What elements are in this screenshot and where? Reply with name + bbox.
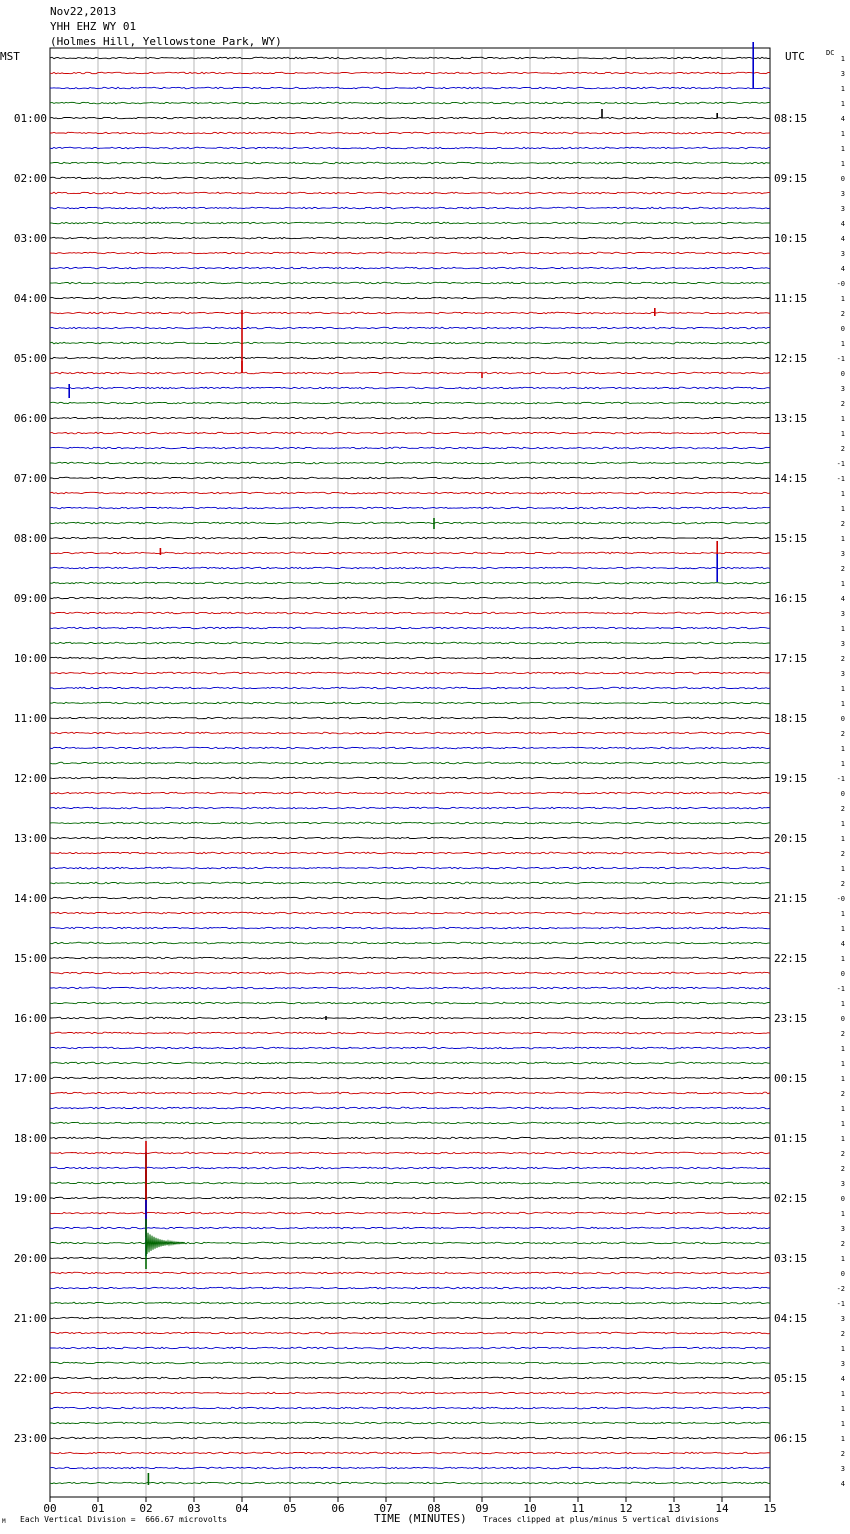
dc-offset-label: 2 xyxy=(840,520,845,528)
trace-row xyxy=(50,297,770,299)
trace-row xyxy=(50,117,770,119)
dc-offset-label: 4 xyxy=(840,1480,845,1488)
dc-offset-label: 0 xyxy=(840,715,845,723)
trace-row xyxy=(50,1092,770,1094)
trace-row xyxy=(50,177,770,179)
x-tick-label: 09 xyxy=(475,1502,489,1515)
left-hour-label: 06:00 xyxy=(13,412,47,425)
dc-offset-label: 1 xyxy=(840,700,845,708)
dc-offset-label: 1 xyxy=(840,1210,845,1218)
dc-offset-label: 2 xyxy=(840,730,845,738)
trace-row xyxy=(50,762,770,764)
left-hour-label: 12:00 xyxy=(13,772,47,785)
dc-offset-label: 2 xyxy=(840,1150,845,1158)
right-zone-label: UTC xyxy=(785,50,805,63)
trace-row xyxy=(50,1197,770,1199)
trace-row xyxy=(50,147,770,149)
dc-offset-label: 2 xyxy=(840,880,845,888)
trace-row xyxy=(50,822,770,824)
trace-row xyxy=(50,267,770,269)
trace-row xyxy=(50,837,770,839)
trace-row xyxy=(50,462,770,464)
dc-offset-label: 1 xyxy=(840,1390,845,1398)
dc-offset-label: -2 xyxy=(836,1285,845,1293)
trace-row xyxy=(50,1107,770,1109)
left-hour-label: 16:00 xyxy=(13,1012,47,1025)
trace-row xyxy=(50,87,770,89)
trace-row xyxy=(50,1077,770,1079)
right-hour-label: 11:15 xyxy=(774,292,808,305)
right-hour-label: 06:15 xyxy=(774,1432,808,1445)
x-tick-label: 13 xyxy=(667,1502,681,1515)
right-hour-label: 12:15 xyxy=(774,352,808,365)
dc-offset-label: 0 xyxy=(840,1015,845,1023)
dc-offset-label: 1 xyxy=(840,1135,845,1143)
dc-offset-label: 0 xyxy=(840,370,845,378)
right-hour-label: 13:15 xyxy=(774,412,808,425)
dc-offset-label: 1 xyxy=(840,1345,845,1353)
trace-row xyxy=(50,1332,770,1334)
dc-offset-label: 4 xyxy=(840,595,845,603)
dc-offset-label: 2 xyxy=(840,655,845,663)
right-hour-label: 19:15 xyxy=(774,772,808,785)
trace-row xyxy=(50,207,770,209)
left-hour-label: 02:00 xyxy=(13,172,47,185)
trace-row xyxy=(50,1482,770,1484)
trace-row xyxy=(50,537,770,539)
trace-row xyxy=(50,807,770,809)
left-zone-label: MST xyxy=(0,50,20,63)
trace-row xyxy=(50,897,770,899)
dc-offset-label: 3 xyxy=(840,1315,845,1323)
dc-offset-label: 1 xyxy=(840,955,845,963)
dc-offset-label: 1 xyxy=(840,685,845,693)
clip-note: Traces clipped at plus/minus 5 vertical divisions xyxy=(483,1515,720,1524)
dc-offset-label: 0 xyxy=(840,790,845,798)
trace-row xyxy=(50,1422,770,1424)
grid-lines xyxy=(50,48,770,1497)
right-hour-label: 16:15 xyxy=(774,592,808,605)
dc-offset-label: -1 xyxy=(836,985,845,993)
dc-offset-label: 3 xyxy=(840,250,845,258)
trace-row xyxy=(50,1032,770,1034)
dc-offset-label: 2 xyxy=(840,445,845,453)
left-hour-label: 21:00 xyxy=(13,1312,47,1325)
left-hour-label: 08:00 xyxy=(13,532,47,545)
dc-offset-label: 3 xyxy=(840,1465,845,1473)
x-tick-label: 03 xyxy=(187,1502,201,1515)
right-hour-label: 17:15 xyxy=(774,652,808,665)
dc-offset-label: 3 xyxy=(840,70,845,78)
x-tick-label: 04 xyxy=(235,1502,249,1515)
left-hour-label: 22:00 xyxy=(13,1372,47,1385)
right-hour-label: 14:15 xyxy=(774,472,808,485)
dc-offset-label: 1 xyxy=(840,925,845,933)
trace-row xyxy=(50,1062,770,1064)
dc-offset-label: 1 xyxy=(840,55,845,63)
dc-offset-label: 4 xyxy=(840,115,845,123)
dc-offset-label: 2 xyxy=(840,1450,845,1458)
trace-row xyxy=(50,522,770,524)
dc-offset-label: 1 xyxy=(840,835,845,843)
dc-offset-label: 1 xyxy=(840,1075,845,1083)
trace-row xyxy=(50,747,770,749)
trace-row xyxy=(50,957,770,959)
dc-offset-label: -0 xyxy=(836,280,845,288)
dc-offset-label: 2 xyxy=(840,1090,845,1098)
right-hour-label: 18:15 xyxy=(774,712,808,725)
trace-row xyxy=(50,612,770,614)
x-tick-label: 00 xyxy=(43,1502,57,1515)
trace-row xyxy=(50,597,770,599)
dc-offset-label: 3 xyxy=(840,385,845,393)
right-hour-label: 21:15 xyxy=(774,892,808,905)
dc-offset-label: 2 xyxy=(840,400,845,408)
trace-row xyxy=(50,1362,770,1364)
trace-row xyxy=(50,1002,770,1004)
trace-row xyxy=(50,552,770,554)
trace-row xyxy=(50,402,770,404)
trace-row xyxy=(50,507,770,509)
trace-row xyxy=(50,1317,770,1319)
dc-offset-label: -1 xyxy=(836,775,845,783)
trace-row xyxy=(50,792,770,794)
right-hour-label: 00:15 xyxy=(774,1072,808,1085)
dc-offset-label: -1 xyxy=(836,1300,845,1308)
trace-row xyxy=(50,1392,770,1394)
dc-offset-label: 3 xyxy=(840,670,845,678)
dc-offset-label: 1 xyxy=(840,1045,845,1053)
dc-offset-label: 4 xyxy=(840,1375,845,1383)
trace-row xyxy=(50,327,770,329)
trace-row xyxy=(50,582,770,584)
trace-row xyxy=(50,717,770,719)
left-hour-label: 14:00 xyxy=(13,892,47,905)
trace-row xyxy=(50,777,770,779)
dc-offset-label: 1 xyxy=(840,505,845,513)
trace-row xyxy=(50,72,770,74)
trace-row xyxy=(50,312,770,314)
dc-offset-label: 2 xyxy=(840,850,845,858)
right-hour-label: 09:15 xyxy=(774,172,808,185)
dc-offset-label: 1 xyxy=(840,760,845,768)
trace-row xyxy=(50,282,770,284)
trace-row xyxy=(50,447,770,449)
trace-row xyxy=(50,657,770,659)
dc-offset-label: -1 xyxy=(836,355,845,363)
station-label: YHH EHZ WY 01 xyxy=(50,20,137,33)
dc-offset-label: 1 xyxy=(840,160,845,168)
dc-offset-label: -1 xyxy=(836,475,845,483)
right-hour-label: 22:15 xyxy=(774,952,808,965)
left-hour-label: 09:00 xyxy=(13,592,47,605)
left-hour-label: 15:00 xyxy=(13,952,47,965)
dc-offset-label: 0 xyxy=(840,325,845,333)
dc-offset-label: 1 xyxy=(840,535,845,543)
left-hour-label: 19:00 xyxy=(13,1192,47,1205)
left-hour-label: 03:00 xyxy=(13,232,47,245)
left-hour-label: 05:00 xyxy=(13,352,47,365)
dc-offset-label: 1 xyxy=(840,490,845,498)
trace-row xyxy=(50,1257,770,1259)
dc-offset-label: 3 xyxy=(840,1225,845,1233)
trace-row xyxy=(50,1452,770,1454)
dc-offset-label: 1 xyxy=(840,1060,845,1068)
trace-row xyxy=(50,357,770,359)
dc-offset-label: 1 xyxy=(840,1420,845,1428)
trace-row xyxy=(50,252,770,254)
trace-row xyxy=(50,372,770,374)
x-tick-label: 05 xyxy=(283,1502,297,1515)
trace-row xyxy=(50,492,770,494)
dc-offset-label: 1 xyxy=(840,820,845,828)
x-tick-label: 08 xyxy=(427,1502,441,1515)
trace-row xyxy=(50,1137,770,1139)
dc-offset-label: 1 xyxy=(840,85,845,93)
trace-row xyxy=(50,1347,770,1349)
right-hour-label: 10:15 xyxy=(774,232,808,245)
right-hour-label: 23:15 xyxy=(774,1012,808,1025)
dc-offset-label: 0 xyxy=(840,970,845,978)
dc-offset-label: 1 xyxy=(840,415,845,423)
dc-offset-label: 2 xyxy=(840,1165,845,1173)
x-tick-label: 01 xyxy=(91,1502,105,1515)
dc-offset-label: 3 xyxy=(840,190,845,198)
trace-row xyxy=(50,1167,770,1169)
x-tick-label: 11 xyxy=(571,1502,585,1515)
trace-row xyxy=(50,132,770,134)
trace-row xyxy=(50,1182,770,1184)
right-hour-label: 03:15 xyxy=(774,1252,808,1265)
trace-row xyxy=(50,942,770,944)
trace-row xyxy=(50,912,770,914)
trace-row xyxy=(50,567,770,569)
trace-row xyxy=(50,642,770,644)
dc-offset-label: 3 xyxy=(840,1360,845,1368)
dc-offset-label: 2 xyxy=(840,310,845,318)
date-label: Nov22,2013 xyxy=(50,5,117,18)
dc-offset-label: 1 xyxy=(840,430,845,438)
x-tick-label: 10 xyxy=(523,1502,537,1515)
trace-row xyxy=(50,1122,770,1124)
dc-offset-label: 1 xyxy=(840,745,845,753)
right-hour-label: 15:15 xyxy=(774,532,808,545)
dc-offset-label: 0 xyxy=(840,175,845,183)
trace-row xyxy=(50,1272,770,1274)
dc-offset-label: 3 xyxy=(840,610,845,618)
right-hour-label: 05:15 xyxy=(774,1372,808,1385)
dc-offset-label: 0 xyxy=(840,1195,845,1203)
left-hour-label: 18:00 xyxy=(13,1132,47,1145)
trace-row xyxy=(50,972,770,974)
dc-offset-label: 2 xyxy=(840,805,845,813)
dc-offset-label: 1 xyxy=(840,865,845,873)
trace-row xyxy=(50,672,770,674)
trace-row xyxy=(50,417,770,419)
dc-offset-label: 4 xyxy=(840,235,845,243)
trace-row xyxy=(50,687,770,689)
trace-row xyxy=(50,1227,770,1229)
dc-offset-label: -1 xyxy=(836,460,845,468)
trace-row xyxy=(50,1377,770,1379)
trace-row xyxy=(50,387,770,389)
dc-offset-label: 1 xyxy=(840,130,845,138)
trace-row xyxy=(50,627,770,629)
trace-row xyxy=(50,192,770,194)
dc-offset-label: -0 xyxy=(836,895,845,903)
dc-offset-label: 1 xyxy=(840,295,845,303)
trace-row xyxy=(50,1017,770,1019)
trace-row xyxy=(50,342,770,344)
dc-offset-label: 4 xyxy=(840,265,845,273)
trace-row xyxy=(50,162,770,164)
trace-row xyxy=(50,1152,770,1154)
trace-row xyxy=(50,852,770,854)
x-axis-title: TIME (MINUTES) xyxy=(374,1512,467,1525)
x-tick-label: 12 xyxy=(619,1502,633,1515)
dc-label: DC xyxy=(826,49,835,57)
dc-offset-label: 0 xyxy=(840,1270,845,1278)
trace-row xyxy=(50,477,770,479)
dc-offset-label: 1 xyxy=(840,1435,845,1443)
x-tick-label: 15 xyxy=(763,1502,777,1515)
dc-offset-label: 4 xyxy=(840,220,845,228)
trace-row xyxy=(50,927,770,929)
dc-offset-label: 1 xyxy=(840,625,845,633)
trace-row xyxy=(50,1437,770,1439)
dc-offset-label: 1 xyxy=(840,1000,845,1008)
trace-row xyxy=(50,237,770,239)
left-hour-label: 10:00 xyxy=(13,652,47,665)
trace-row xyxy=(50,1407,770,1409)
trace-row xyxy=(50,732,770,734)
trace-row xyxy=(50,1467,770,1469)
trace-row xyxy=(50,987,770,989)
x-tick-label: 06 xyxy=(331,1502,345,1515)
left-hour-label: 07:00 xyxy=(13,472,47,485)
right-hour-label: 20:15 xyxy=(774,832,808,845)
left-hour-label: 23:00 xyxy=(13,1432,47,1445)
left-hour-label: 17:00 xyxy=(13,1072,47,1085)
x-tick-label: 14 xyxy=(715,1502,729,1515)
left-hour-label: 04:00 xyxy=(13,292,47,305)
corner-mark: M xyxy=(2,1518,6,1525)
left-hour-label: 01:00 xyxy=(13,112,47,125)
x-tick-label: 02 xyxy=(139,1502,153,1515)
dc-offset-label: 4 xyxy=(840,940,845,948)
location-label: (Holmes Hill, Yellowstone Park, WY) xyxy=(50,35,282,48)
trace-row xyxy=(50,1047,770,1049)
dc-offset-label: 1 xyxy=(840,910,845,918)
trace-row xyxy=(50,1287,770,1289)
trace-row xyxy=(50,882,770,884)
trace-row xyxy=(50,1302,770,1304)
dc-offset-label: 2 xyxy=(840,1240,845,1248)
trace-row xyxy=(50,1212,770,1214)
trace-row xyxy=(50,102,770,104)
dc-offset-label: 1 xyxy=(840,1405,845,1413)
dc-offset-label: 1 xyxy=(840,100,845,108)
left-hour-label: 11:00 xyxy=(13,712,47,725)
dc-offset-label: 3 xyxy=(840,205,845,213)
dc-offset-label: 2 xyxy=(840,565,845,573)
right-hour-label: 02:15 xyxy=(774,1192,808,1205)
trace-group xyxy=(50,57,770,1484)
plot-border xyxy=(50,48,770,1497)
dc-offset-label: 1 xyxy=(840,1255,845,1263)
dc-offset-label: 1 xyxy=(840,580,845,588)
trace-row xyxy=(50,57,770,59)
right-hour-label: 01:15 xyxy=(774,1132,808,1145)
dc-offset-label: 1 xyxy=(840,145,845,153)
right-hour-label: 08:15 xyxy=(774,112,808,125)
dc-offset-label: 3 xyxy=(840,550,845,558)
dc-offset-label: 1 xyxy=(840,1120,845,1128)
x-tick-label: 07 xyxy=(379,1502,393,1515)
dc-offset-label: 3 xyxy=(840,640,845,648)
dc-offset-label: 2 xyxy=(840,1030,845,1038)
trace-row xyxy=(50,432,770,434)
dc-offset-label: 2 xyxy=(840,1330,845,1338)
left-hour-label: 13:00 xyxy=(13,832,47,845)
dc-offset-label: 3 xyxy=(840,1180,845,1188)
trace-row xyxy=(50,702,770,704)
scale-note: Each Vertical Division = 666.67 microvolts xyxy=(20,1515,228,1524)
left-hour-label: 20:00 xyxy=(13,1252,47,1265)
trace-row xyxy=(50,867,770,869)
dc-offset-label: 1 xyxy=(840,340,845,348)
right-hour-label: 04:15 xyxy=(774,1312,808,1325)
trace-row xyxy=(50,222,770,224)
dc-offset-label: 1 xyxy=(840,1105,845,1113)
